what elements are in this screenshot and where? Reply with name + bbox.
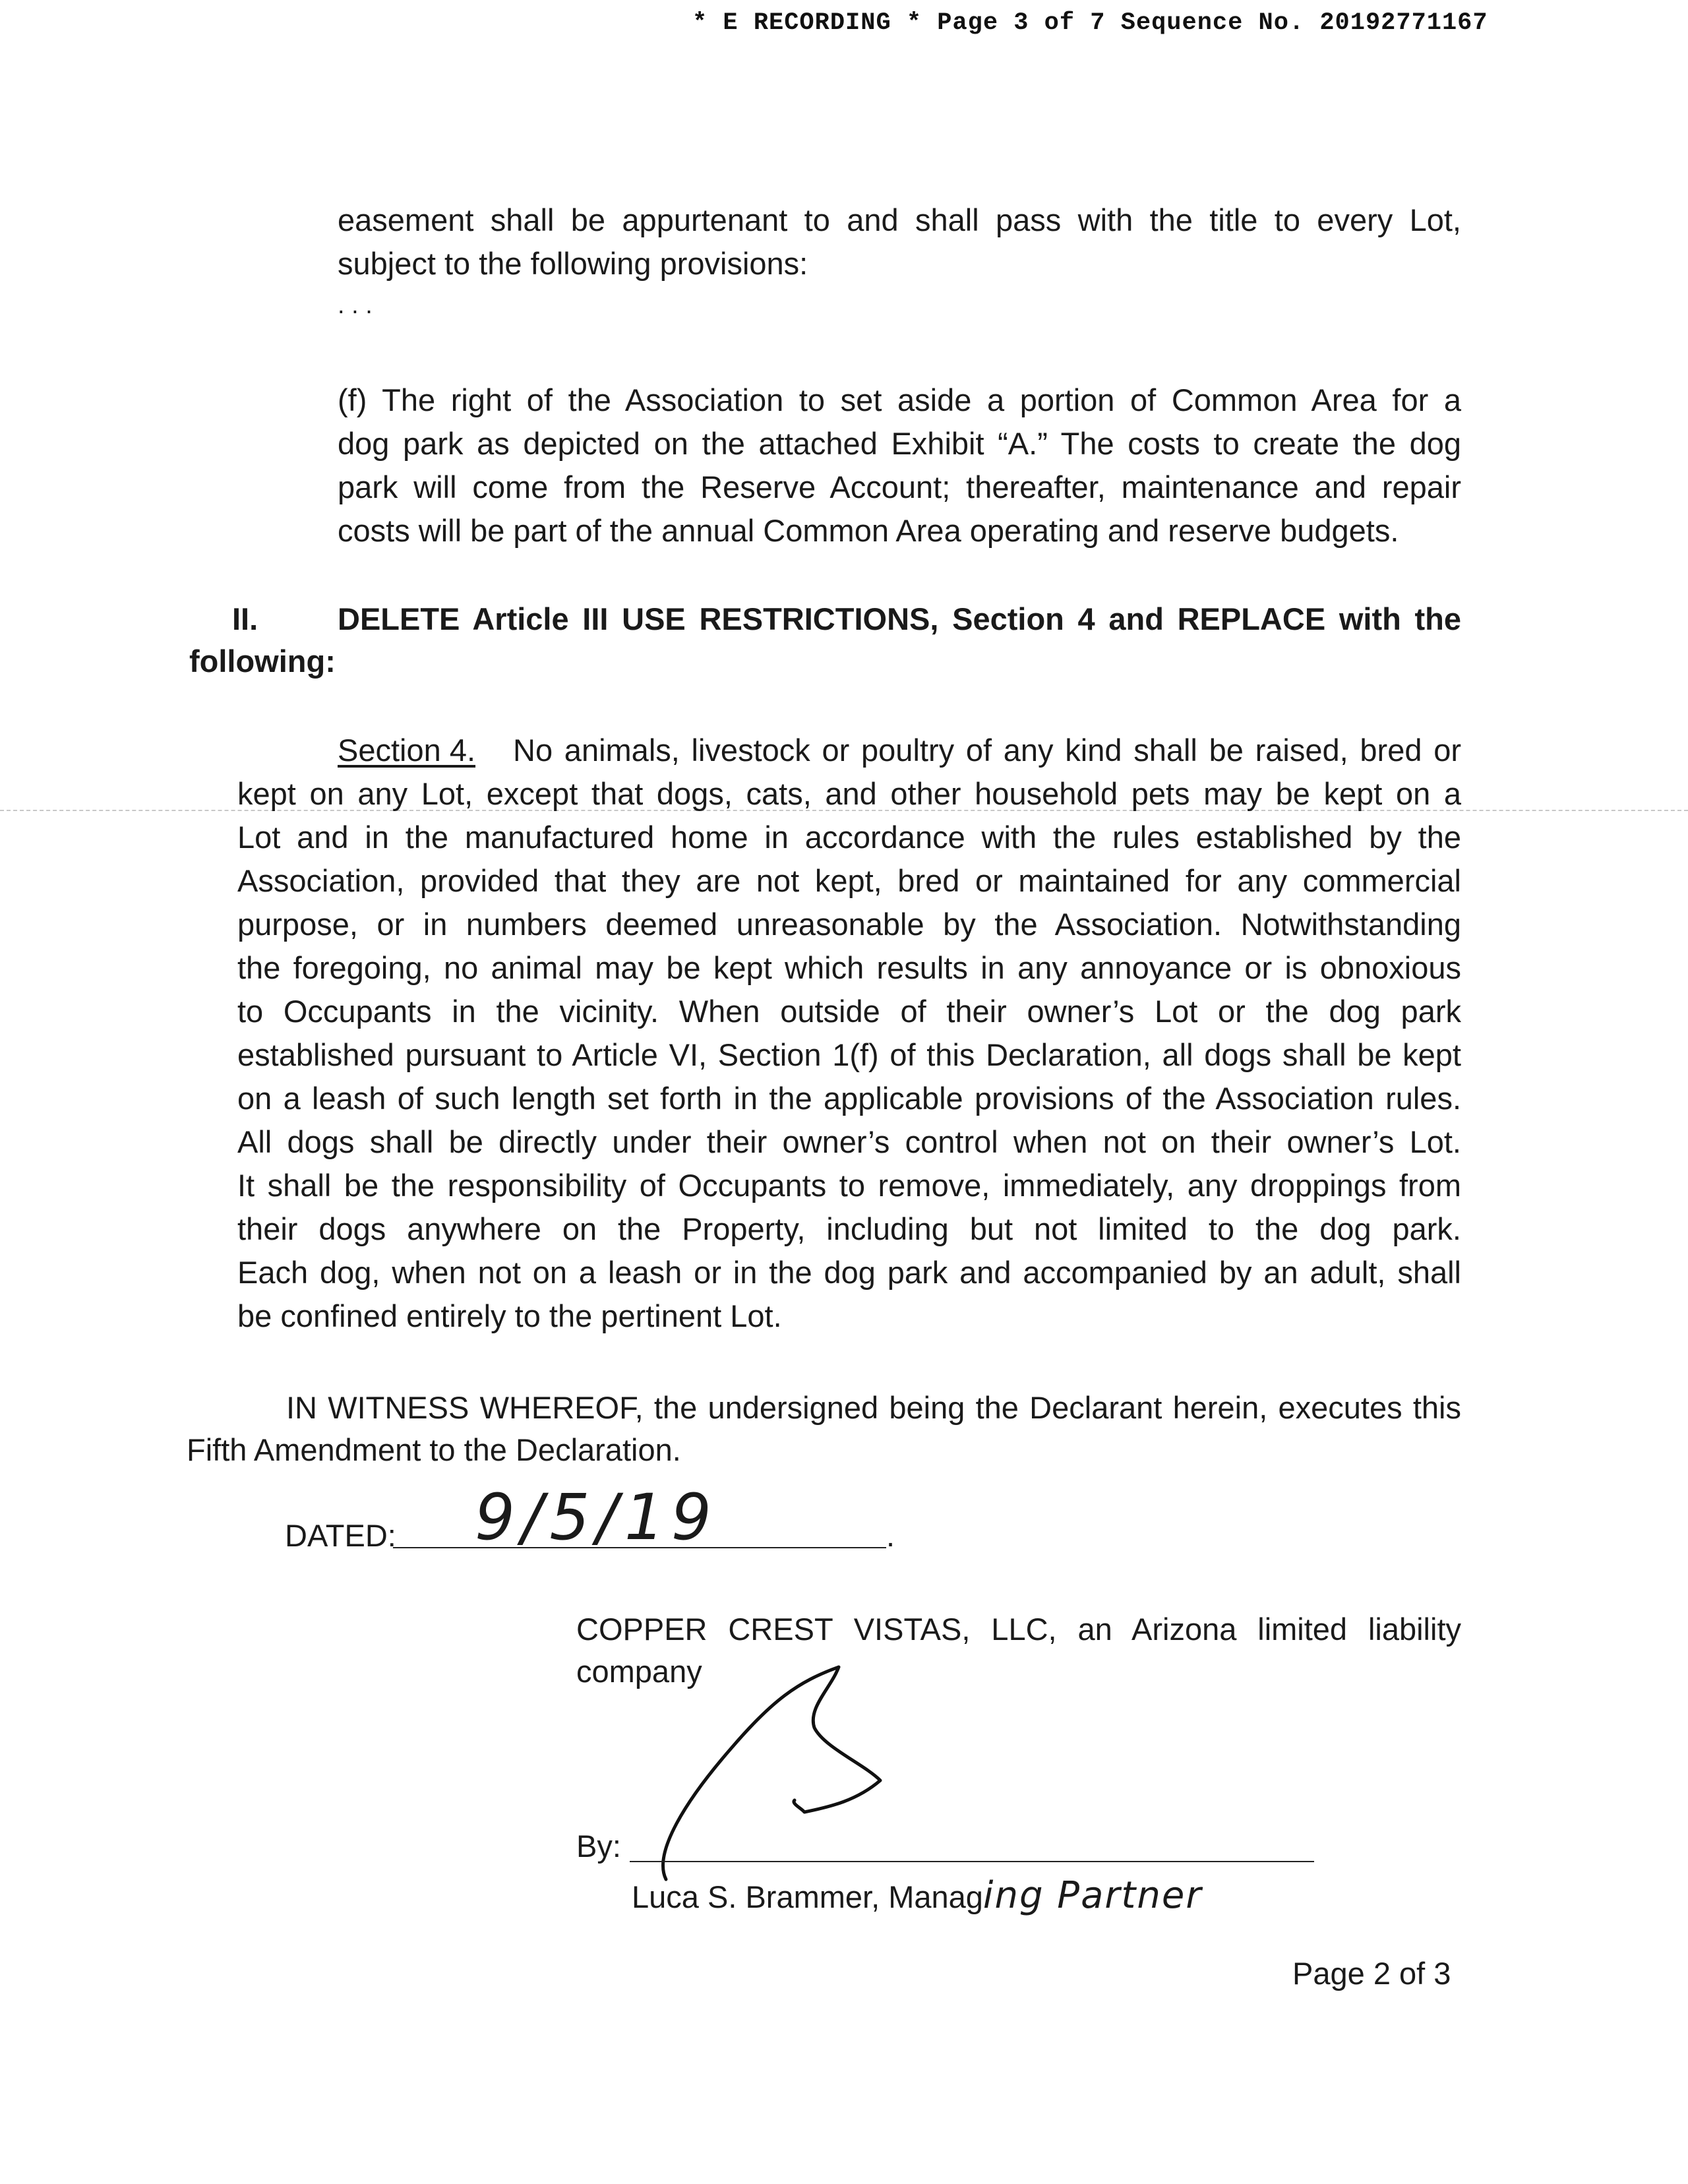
section-4-line-2: kept on any Lot, except that dogs, cats, and other household pets may be kept on a <box>237 776 1461 811</box>
section-4-line-12: their dogs anywhere on the Property, including but not limited to the dog park. <box>237 1211 1461 1246</box>
para-f-line-1: (f) The right of the Association to set aside a portion of Common Area for a <box>338 382 1461 417</box>
signer-name <box>632 1874 1202 1919</box>
signer-name-typed: Luca S. Brammer, Manag <box>632 1879 983 1914</box>
signature-line <box>630 1861 1314 1862</box>
section-4-line-3: Lot and in the manufactured home in accordance with the rules established by the <box>237 820 1461 855</box>
ellipsis: . . . <box>338 291 373 319</box>
section-ii-number: II. <box>232 601 258 636</box>
para-f-line-2: dog park as depicted on the attached Exhibit “A.” The costs to create the dog <box>338 426 1461 461</box>
para-f-line-3: park will come from the Reserve Account; thereafter, maintenance and repair <box>338 470 1461 504</box>
section-ii-heading-line-2: following: <box>189 644 336 679</box>
section-4-line-4: Association, provided that they are not kept, bred or maintained for any commercial <box>237 863 1461 898</box>
dated-period: . <box>886 1518 895 1553</box>
section-4-line-5: purpose, or in numbers deemed unreasonable by the Association. Notwithstanding <box>237 907 1461 942</box>
section-4-line-11: It shall be the responsibility of Occupants to remove, immediately, any droppings from <box>237 1168 1461 1203</box>
section-4-line-8: established pursuant to Article VI, Section 1(f) of this Declaration, all dogs shall be kept <box>237 1037 1461 1072</box>
section-4-line-10: All dogs shall be directly under their owner’s control when not on their owner’s Lot. <box>237 1124 1461 1159</box>
intro-line-2: subject to the following provisions: <box>338 246 808 281</box>
section-4-line-6: the foregoing, no animal may be kept which results in any annoyance or is obnoxious <box>237 950 1461 985</box>
section-4-line-7: to Occupants in the vicinity. When outside of their owner’s Lot or the dog park <box>237 994 1461 1029</box>
recording-header: * E RECORDING * Page 3 of 7 Sequence No. 20192771167 <box>692 9 1488 37</box>
section-4-line-9: on a leash of such length set forth in the applicable provisions of the Association rules. <box>237 1081 1461 1116</box>
section-4-line-14: be confined entirely to the pertinent Lot. <box>237 1298 782 1333</box>
section-4-label: Section 4. <box>338 733 476 768</box>
intro-line-1: easement shall be appurtenant to and shall pass with the title to every Lot, <box>338 202 1461 237</box>
section-4-line-1: No animals, livestock or poultry of any kind shall be raised, bred or <box>513 733 1461 768</box>
dated-label: DATED: <box>285 1518 396 1553</box>
company-line-1: COPPER CREST VISTAS, LLC, an Arizona limited liability <box>576 1612 1461 1647</box>
handwritten-date: 9/5/19 <box>475 1480 718 1554</box>
company-line-2: company <box>576 1654 702 1689</box>
page-number: Page 2 of 3 <box>1292 1956 1451 1991</box>
witness-line-2: Fifth Amendment to the Declaration. <box>187 1432 681 1467</box>
witness-line-1: IN WITNESS WHEREOF, the undersigned being the Declarant herein, executes this <box>286 1390 1461 1425</box>
signature-svg <box>633 1635 910 1886</box>
para-f-line-4: costs will be part of the annual Common Area operating and reserve budgets. <box>338 513 1399 548</box>
section-ii-heading-line-1: DELETE Article III USE RESTRICTIONS, Section 4 and REPLACE with the <box>338 601 1461 636</box>
section-4-line-13: Each dog, when not on a leash or in the dog park and accompanied by an adult, shall <box>237 1255 1461 1290</box>
by-label: By: <box>576 1829 621 1864</box>
signer-title-handwritten: ing Partner <box>982 1874 1203 1917</box>
signature-stroke <box>663 1667 880 1879</box>
